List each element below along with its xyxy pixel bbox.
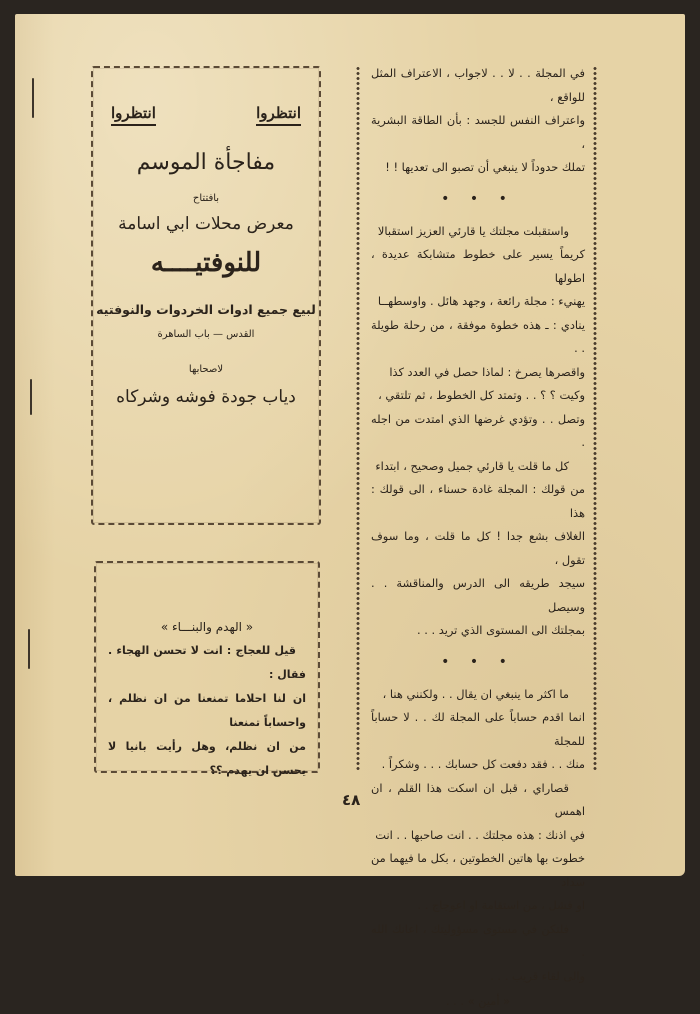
- quote-title: « الهدم والبنـــاء »: [160, 620, 254, 634]
- article-line: من قولك : المجلة غادة حسناء ، الى قولك : هذا: [371, 482, 585, 520]
- article-section-5: [371, 777, 585, 918]
- quote-line: من ان نظلم، وهل رأيت بانيا لا يحسن ان يهدم ؟؟: [108, 740, 306, 777]
- article-line: سيجد طريقه الى الدرس والمناقشة . . وسيصل: [371, 576, 585, 614]
- article-line: في اذنك : هذه مجلتك . . انت صاحبها . . انت: [375, 827, 585, 842]
- article-line: تملك حدوداً لا ينبغي أن تصبو الى تعديها ! !: [385, 160, 585, 174]
- article-line: انما اقدم حساباً على المجلة لك . . لا حساباً للمجلة: [371, 710, 585, 748]
- article-line: واقصرها يصرخ : لماذا حصل في العدد كذا: [389, 364, 585, 379]
- quote-box: [94, 561, 320, 777]
- article-line: وكيت ؟ ؟ . . وتمتد كل الخطوط ، ثم تلتقي ،: [378, 388, 585, 402]
- staple-mark: [30, 379, 32, 415]
- article-line: خطوت بها هاتين الخطوتين ، بكل ما فيهما من سداد: [371, 851, 585, 889]
- quote-line: ان لنا احلاما تمنعنا من ان نظلم ، واحساباً تمنعنا: [108, 692, 306, 729]
- article-signature: « أمين » . . .: [445, 994, 511, 1008]
- article-line: في المجلة . . لا . . لاجواب ، الاعتراف المثل للواقع ،: [371, 66, 585, 104]
- article-line: وتصل . . وتؤدي غرضها الذي امتدت من اجله .: [371, 411, 585, 449]
- separator-dots: • • •: [441, 653, 515, 670]
- page-number: ٤٨: [342, 791, 361, 809]
- article-line: منك . . فقد دفعت كل حسابك . . . وشكراً .: [381, 757, 585, 771]
- article-section-1: [371, 62, 585, 180]
- wait-row: [93, 104, 319, 126]
- column-rule-right: [593, 66, 597, 772]
- novelty-title: للنوفتيــــه: [150, 248, 262, 278]
- article-line: كريماً يسير على خطوط متشابكة عديدة ، اطولها: [371, 247, 585, 285]
- article-section-4: [371, 683, 585, 777]
- article-line: ما اكثر ما ينبغي ان يقال . . ولكنني هنا ،: [382, 686, 569, 701]
- opening-label: بافتتاح: [192, 193, 220, 204]
- article-section-3: [371, 455, 585, 643]
- article-column: [371, 62, 585, 1014]
- article-line: بمجلتك الى المستوى الذي تريد . . .: [416, 623, 585, 637]
- article-section-2: [371, 220, 585, 455]
- article-line: ينادي : ـ هذه خطوة موفقة ، من رحلة طويلة . .: [371, 317, 585, 355]
- article-line: او فشل ، من استقامة او اعوجاج . .: [417, 898, 585, 912]
- magazine-page: [15, 14, 685, 1008]
- staple-mark: [28, 629, 30, 669]
- article-line: الغلاف بشع جدا ! كل ما قلت ، وما سوف تقول ،: [371, 529, 585, 567]
- article-line: قصاراي ، قبل ان اسكت هذا القلم ، ان اهمس: [371, 780, 585, 818]
- article-line: واعتراف النفس للجسد : بأن الطاقة البشرية ،: [371, 113, 585, 151]
- article-line: كل ما قلت يا قارئي جميل وصحيح ، ابتداء: [375, 458, 569, 473]
- advertisement-box: [91, 66, 321, 525]
- article-line: يهنيء : مجلة رائعة ، وجهد هائل . واوسطهــا: [377, 294, 585, 308]
- separator-dots: • • •: [441, 190, 515, 207]
- shop-name: معرض محلات ابي اسامة: [118, 214, 294, 234]
- column-rule-left: [356, 66, 360, 772]
- staple-mark: [32, 78, 34, 118]
- article-line: والى لقاء قريب . . .: [490, 968, 585, 983]
- wait-label-right: انتظروا: [111, 104, 156, 126]
- article-section-6: [371, 918, 585, 989]
- ad-headline: مفاجأة الموسم: [136, 150, 276, 175]
- wait-label-left: انتظروا: [256, 104, 301, 126]
- article-line: واستقبلت مجلتك يا قارئي العزيز استقبالا: [377, 223, 569, 238]
- article-line: فلتكن في مستوى مسؤوليتك ، اعانك الله .: [371, 921, 585, 959]
- ad-location: القدس — باب الساهرة: [157, 329, 255, 340]
- owners-name: دياب جودة فوشه وشركاه: [116, 387, 296, 407]
- quote-line: قيل للعجاج : انت لا تحسن الهجاء . فقال :: [108, 644, 306, 681]
- ad-description: لبيع جميع ادوات الخردوات والنوفتيه: [96, 302, 316, 317]
- owners-label: لاصحابها: [188, 364, 224, 375]
